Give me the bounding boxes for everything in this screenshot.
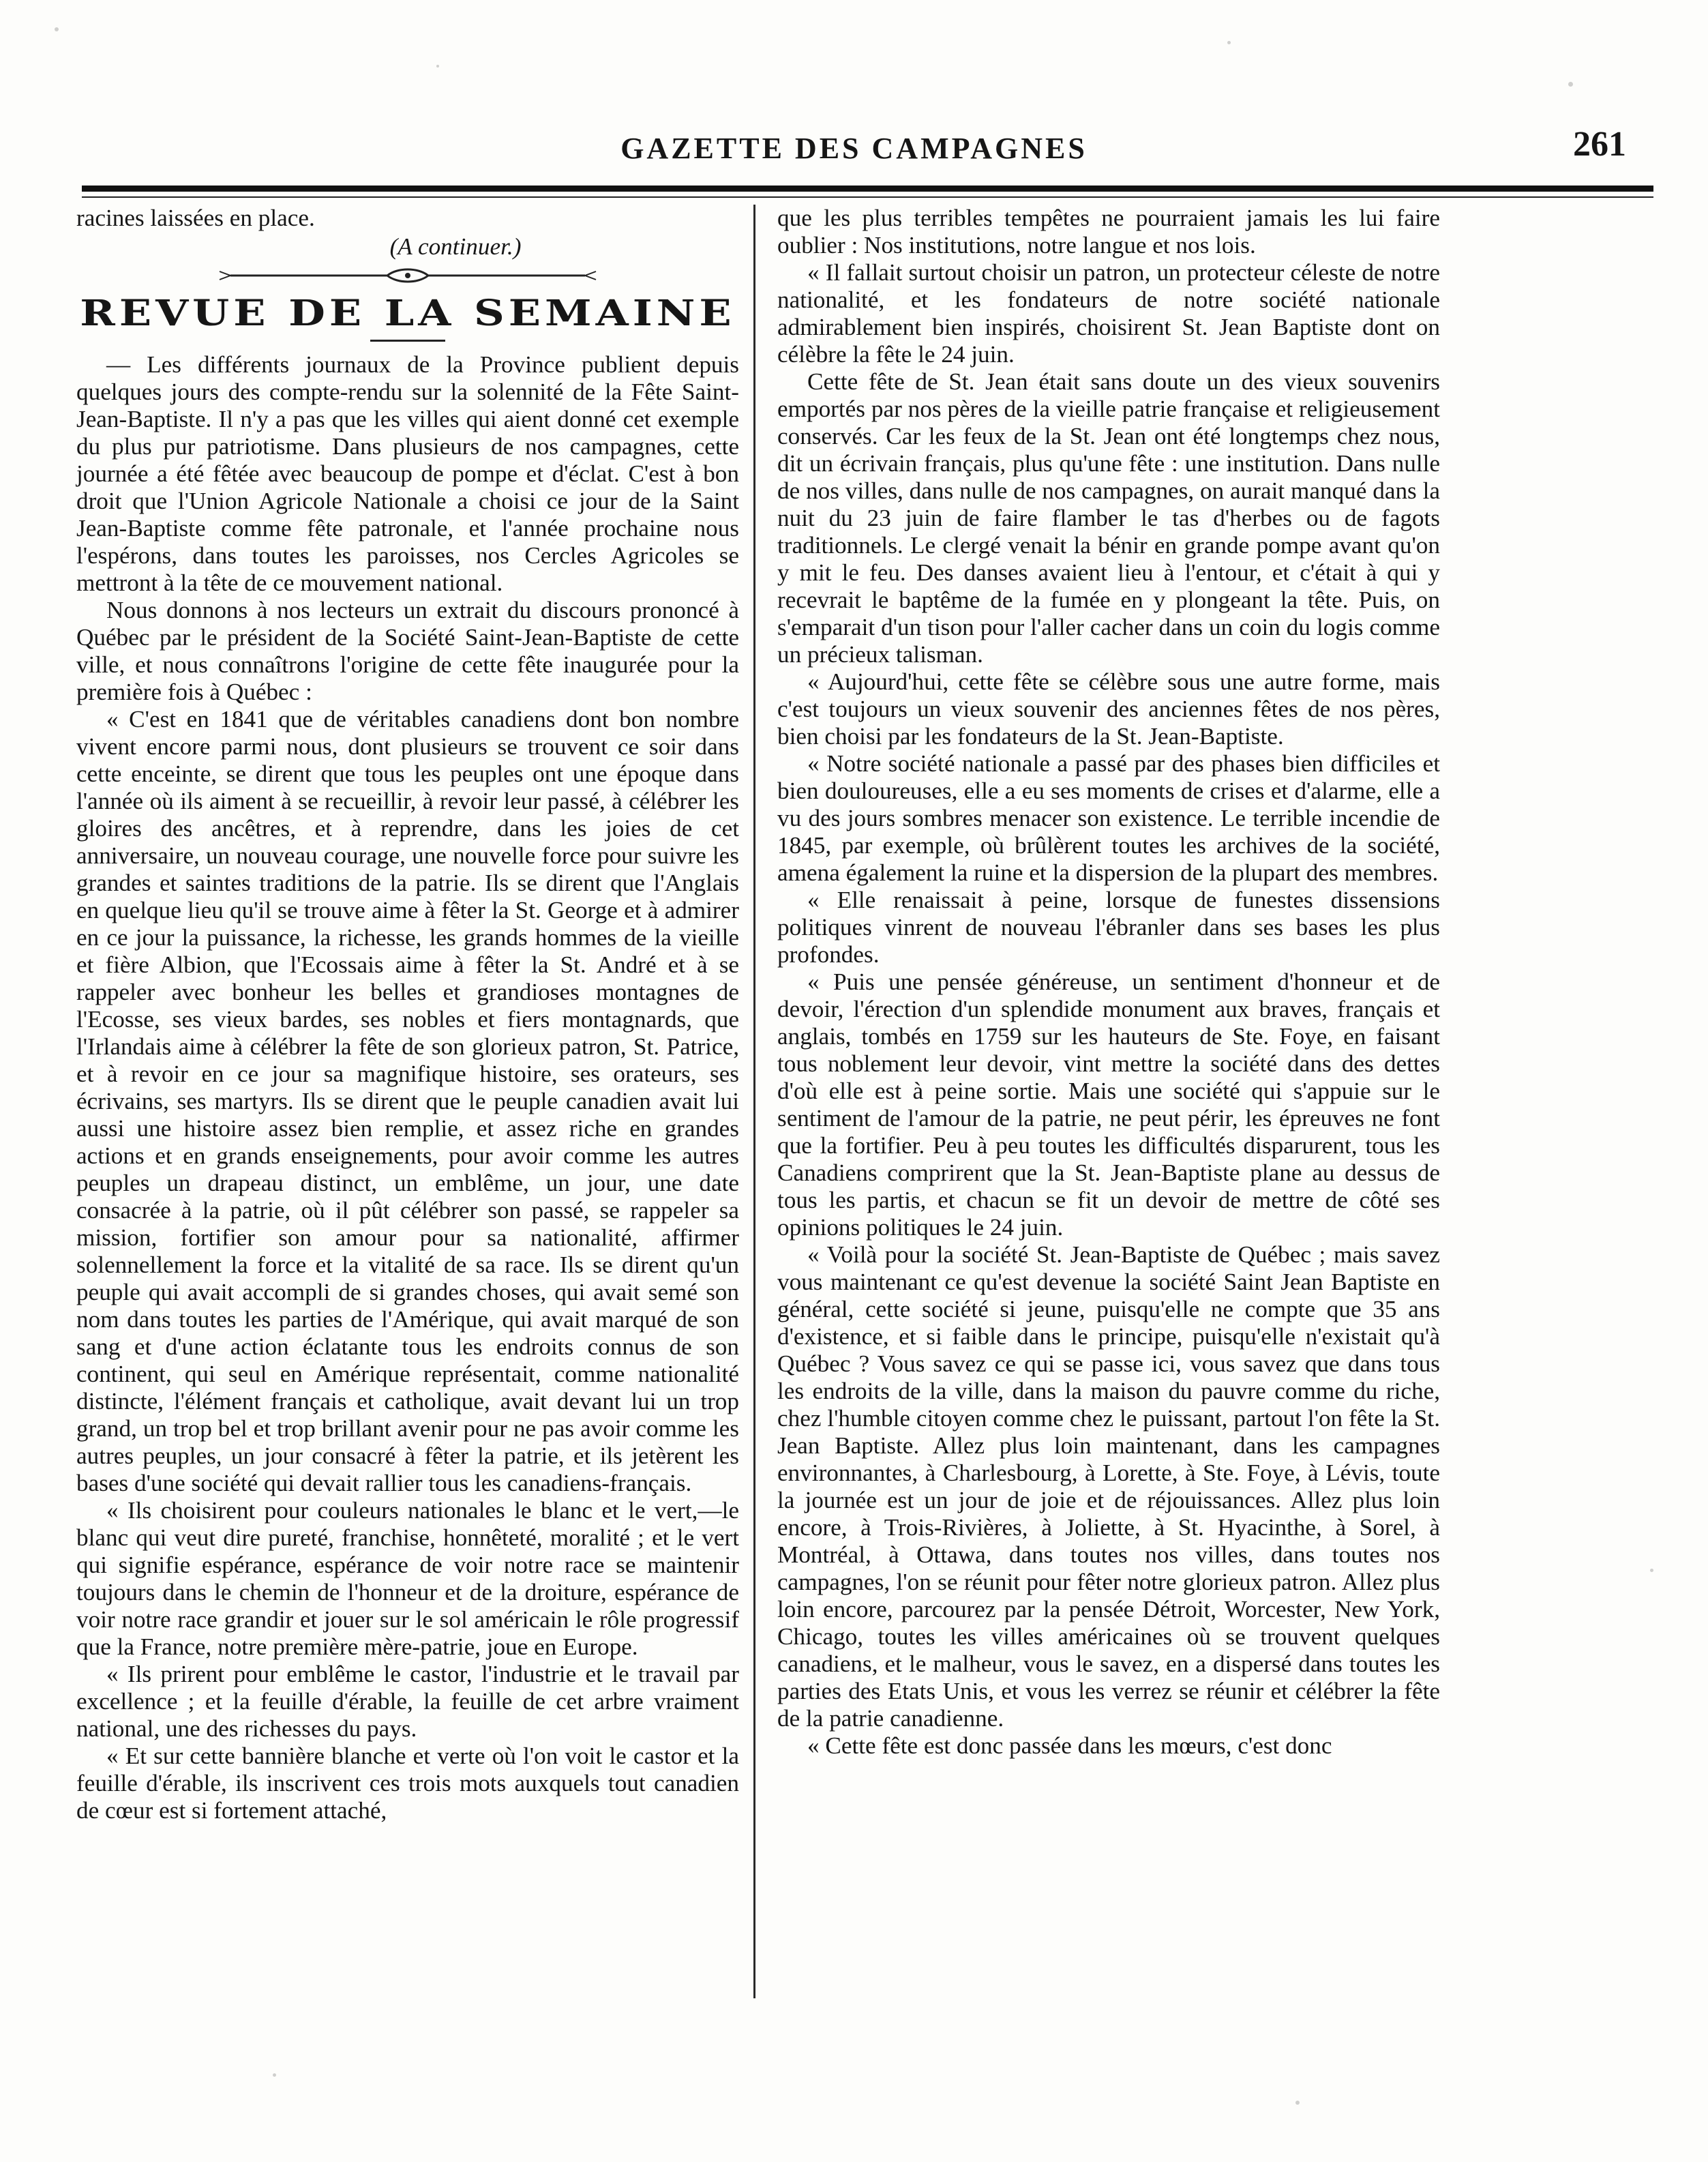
article-paragraph: que les plus terribles tempêtes ne pourraient jamais les lui faire oublier : Nos institutions, notre langue et nos lois. [777,205,1440,258]
right-column [758,205,1440,1760]
scan-noise [273,2073,276,2077]
scan-noise [1227,41,1231,44]
section-title: REVUE DE LA SEMAINE [80,291,736,334]
page-number: 261 [1573,125,1626,164]
scan-noise [436,65,439,68]
article-paragraph: Nous donnons à nos lecteurs un extrait du discours prononcé à Québec par le président de la Société Saint-Jean-Baptiste de cette ville, et nous connaîtrons l'origine de cette fête inaugurée pour la première fois à Québec : [76,597,739,705]
article-paragraph: « Et sur cette bannière blanche et verte où l'on voit le castor et la feuille d'érable, ils inscrivent ces trois mots auxquels tout canadien de cœur est si fortement attaché, [76,1743,739,1824]
article-paragraph: « Voilà pour la société St. Jean-Baptiste de Québec ; mais savez vous maintenant ce qu'est devenue la société Saint Jean Baptiste en général, cette société si jeune, puisqu'elle ne compte que 35 ans d'existence, et si faible dans le principe, puisqu'elle n'existait qu'à Québec ? Vous savez ce qui se passe ici, vous savez que dans tous les endroits de la ville, dans la maison du pauvre comme du riche, chez l'humble citoyen comme chez le puissant, partout l'on fête la St. Jean Baptiste. Allez plus loin maintenant, dans les campagnes environnantes, à Charlesbourg, à Lorette, à Ste. Foye, à Lévis, toute la journée est un jour de joie et de réjouissances. Allez plus loin encore, à Trois-Rivières, à Joliette, à St. Hyacinthe, à Sorel, à Montréal, à Ottawa, dans toutes nos villes, dans toutes nos campagnes, l'on se réunit pour fêter notre glorieux patron. Allez plus loin encore, parcourez par la pensée Détroit, Worcester, New York, Chicago, toutes les villes américaines où se trouvent quelques canadiens, et le malheur, vous le savez, en a dispersé dans toutes les parties des Etats Unis, et vous les verrez se réunir et célébrer la fête de la patrie canadienne. [777,1241,1440,1732]
header-rule-thin [82,196,1653,198]
article-paragraph: — Les différents journaux de la Province publient depuis quelques jours des compte-rendu sur la solennité de la Fête Saint-Jean-Baptiste. Il n'y a pas que les villes qui aient donné cet exemple du plus pur patriotisme. Dans plusieurs de nos campagnes, cette journée a été fêtée avec beaucoup de pompe et d'éclat. C'est à bon droit que l'Union Agricole Nationale a choisi ce jour de la Saint Jean-Baptiste comme fête patronale, et l'année prochaine nous l'espérons, dans toutes les paroisses, nos Cercles Agricoles se mettront à la tête de ce mouvement national. [76,351,739,596]
article-paragraph: « Il fallait surtout choisir un patron, un protecteur céleste de notre nationalité, et les fondateurs de notre société nationale admirablement bien inspirés, choisirent St. Jean Baptiste dont on célèbre la fête le 24 juin. [777,259,1440,368]
ornament-divider [217,266,599,285]
article-paragraph: Cette fête de St. Jean était sans doute un des vieux souvenirs emportés par nos pères de la vieille patrie française et religieusement conservés. Car les feux de la St. Jean ont été longtemps chez nous, dit un écrivain français, plus qu'une fête : une institution. Dans nulle de nos villes, dans nulle de nos campagnes, on aurait manqué dans la nuit du 23 juin de faire flamber le tas d'herbes ou de fagots traditionnels. Le clergé venait la bénir en grande pompe avant qu'on y mit le feu. Des danses avaient lieu à l'entour, et c'était à qui y recevrait le baptême de la fumée en y plongeant la tête. Puis, on s'emparait d'un tison pour l'aller cacher dans un coin du logis comme un précieux talisman. [777,368,1440,668]
article-paragraph: « Notre société nationale a passé par des phases bien difficiles et bien douloureuses, elle a eu ses moments de crises et d'alarme, elle a vu des jours sombres menacer son existence. Le terrible incendie de 1845, par exemple, où brûlèrent toutes les archives de la société, amena également la ruine et la dispersion de la plupart des membres. [777,750,1440,886]
article-paragraph: « Cette fête est donc passée dans les mœurs, c'est donc [807,1732,1332,1759]
article-paragraph: « Ils prirent pour emblême le castor, l'industrie et le travail par excellence ; et la feuille d'érable, la feuille de cet arbre vraiment national, une des richesses du pays. [76,1661,739,1742]
header-rule [82,186,1653,192]
title-rule [370,340,445,342]
article-paragraph: « C'est en 1841 que de véritables canadiens dont bon nombre vivent encore parmi nous, dont plusieurs se trouvent ce soir dans cette enceinte, se dirent que tous les peuples ont une époque dans l'année où ils aiment à se recueillir, à revoir leur passé, à célébrer les gloires des ancêtres, et à reprendre, dans les joies de cet anniversaire, un nouveau courage, une nouvelle force pour suivre les grandes et saintes traditions de la patrie. Ils se dirent que l'Anglais en quelque lieu qu'il se trouve aime à fêter la St. George et à admirer en ce jour la puissance, la richesse, les grands hommes de la vieille et fière Albion, que l'Ecossais aime à fêter la St. André et à se rappeler avec bonheur les belles et grandioses montagnes de l'Ecosse, ses vieux bardes, ses nobles et fiers montagnards, que l'Irlandais aime à célébrer la fête de son glorieux patron, St. Patrice, et à revoir en ce jour sa magnifique histoire, ses orateurs, ses écrivains, ses martyrs. Ils se dirent que le peuple canadien avait lui aussi une histoire assez bien remplie, et assez riche en grandes actions et en grands enseignements, pour avoir comme les autres peuples un drapeau distinct, un emblême, un jour, une date consacrée à la patrie, où il pût célébrer son passé, se rappeler sa mission, fortifier son amour pour sa nationalité, affirmer solennellement la force et la vitalité de sa race. Ils se dirent qu'un peuple qui avait accompli de si grandes choses, qui avait semé son nom dans toutes les parties de l'Amérique, qui avait marqué de son sang et d'une action éclatante tous les endroits connus de son continent, qui seul en Amérique représentait, comme nationalité distincte, l'élément français et catholique, avait devant lui un trop grand, un trop bel et trop brillant avenir pour ne pas avoir comme les autres peuples, un jour consacré à fêter la patrie, et ils jetèrent les bases d'une société qui devait rallier tous les canadiens-français. [76,706,739,1496]
article-paragraph: racines laissées en place. [76,205,315,231]
scan-noise [1650,1569,1653,1572]
article-paragraph: « Elle renaissait à peine, lorsque de funestes dissensions politiques vinrent de nouveau l'ébranler dans ses bases les plus profondes. [777,887,1440,968]
running-title: GAZETTE DES CAMPAGNES [620,132,1088,165]
article-paragraph: « Puis une pensée généreuse, un sentiment d'honneur et de devoir, l'érection d'un splendide monument aux braves, français et anglais, tombés en 1759 sur les hauteurs de Ste. Foye, en faisant tous noblement leur devoir, vint mettre la société dans des dettes d'où elle est à peine sortie. Mais une société qui s'appuie sur le sentiment de l'amour de la patrie, ne peut périr, les épreuves ne font que la fortifier. Peu à peu toutes les difficultés disparurent, tous les Canadiens comprirent que la St. Jean-Baptiste plane au dessus de tous les partis, et chacun se fit un devoir de mettre de côté ses opinions politiques le 24 juin. [777,968,1440,1241]
article-paragraph: « Ils choisirent pour couleurs nationales le blanc et le vert,—le blanc qui veut dire pureté, franchise, honnêteté, moralité ; et le vert qui signifie espérance, espérance de voir notre race se maintenir toujours dans le chemin de l'honneur et de la droiture, espérance de voir notre race grandir et jouer sur le sol américain le rôle progressif que la France, notre première mère-patrie, joue en Europe. [76,1497,739,1660]
continue-note: (A continuer.) [389,233,522,260]
scan-noise [1295,2101,1300,2105]
left-column [76,205,758,1824]
scan-noise [55,27,59,31]
article-paragraph: « Aujourd'hui, cette fête se célèbre sous une autre forme, mais c'est toujours un vieux souvenir des anciennes fêtes de nos pères, bien choisi par les fondateurs de la St. Jean-Baptiste. [777,668,1440,750]
running-header [75,116,1633,177]
scan-noise [1568,82,1573,87]
